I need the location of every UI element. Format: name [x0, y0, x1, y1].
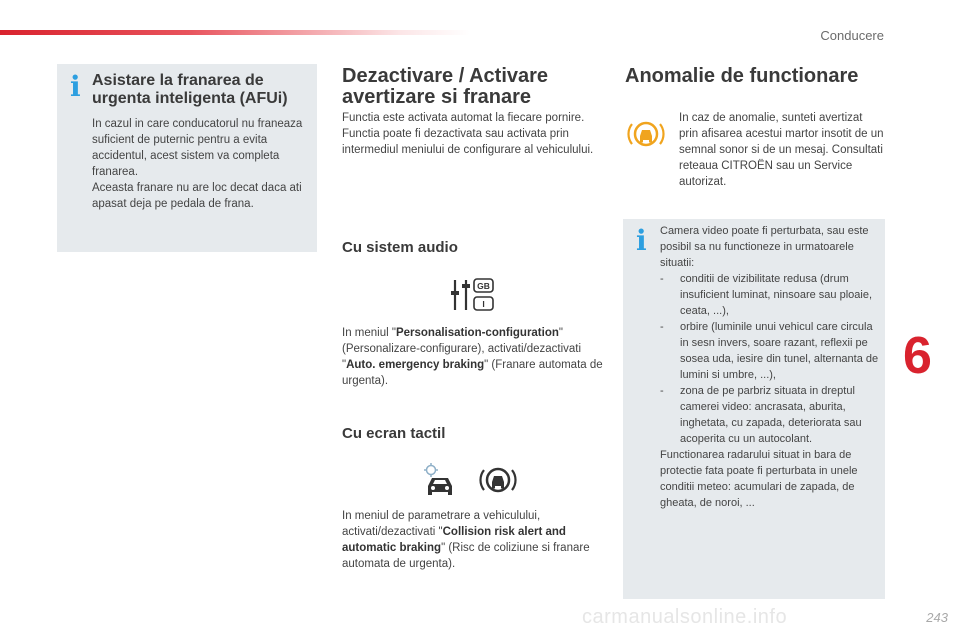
tactil-title: Cu ecran tactil [342, 425, 446, 442]
watermark: carmanualsonline.info [582, 606, 788, 628]
audio-text: In meniul "Personalisation-configuration" (Personalizare-configurare), activati/dezactivati "Auto. emergency braking" (Franare automata de urgenta). [342, 327, 603, 387]
list-item: - zona de pe parbriz situata in dreptul camerei video: ancrasata, aburita, inghetata, cu zapada, deteriorata sau acoperita cu un autocolant. [660, 385, 862, 445]
camera-intro: Camera video poate fi perturbata, sau este posibil sa nu functioneze in urmatoarele situatii: [660, 225, 869, 269]
audio-icon-i: I [482, 299, 485, 309]
afu-title: Asistare la franarea de urgenta inteligenta (AFUi) [92, 72, 288, 107]
dezactivare-text: Functia este activata automat la fiecare pornire. Functia poate fi dezactivata sau activata prin intermediul meniului de configurare al vehiculului. [342, 112, 594, 156]
audio-settings-icon [450, 278, 495, 317]
page-number: 243 [926, 610, 948, 625]
chapter-number: 6 [903, 327, 932, 385]
audio-title: Cu sistem audio [342, 239, 458, 256]
anomalie-title: Anomalie de functionare [625, 65, 859, 87]
car-settings-icon [420, 462, 460, 503]
info-icon: i [636, 224, 647, 257]
collision-warning-icon [626, 116, 666, 157]
afu-info-box [57, 64, 317, 252]
info-icon: i [70, 70, 81, 103]
audio-icon-gb: GB [477, 281, 490, 291]
afu-paragraph-2: Aceasta franare nu are loc decat daca ati apasat deja pe pedala de frana. [92, 182, 302, 210]
collision-warning-icon [478, 462, 518, 503]
camera-text [660, 223, 882, 511]
afu-paragraph-1: In cazul in care conducatorul nu franeaza suficient de puternic pentru a evita accidentul, acest sistem va completa franarea. [92, 118, 303, 178]
camera-info-box [623, 219, 885, 599]
header-accent-bar [0, 30, 470, 35]
list-item: - orbire (luminile unui vehicul care circula in sesn invers, soare razant, reflexii pe sosea uda, iesire din tunel, alternanta de lumini si umbre, ...), [660, 321, 879, 381]
list-item: - conditii de vizibilitate redusa (drum insuficient luminat, ninsoare sau ploaie, ceata, ...), [660, 273, 873, 317]
afu-text [92, 116, 312, 212]
section-title: Conducere [820, 28, 884, 43]
camera-outro: Functionarea radarului situat in bara de protectie fata poate fi perturbata in unele conditii meteo: acumulari de zapada, de gheata, de noroi, ... [660, 449, 858, 509]
dezactivare-title: Dezactivare / Activare avertizare si franare [342, 65, 549, 108]
tactil-text: In meniul de parametrare a vehiculului, activati/dezactivati "Collision risk alert and automatic braking" (Risc de coliziune si franare automata de urgenta). [342, 510, 590, 570]
camera-situations-list [660, 271, 882, 447]
anomalie-text: In caz de anomalie, sunteti avertizat prin afisarea acestui martor insotit de un semnal sonor si de un mesaj. Consultati reteaua CITROËN sau un Service autorizat. [679, 112, 884, 188]
